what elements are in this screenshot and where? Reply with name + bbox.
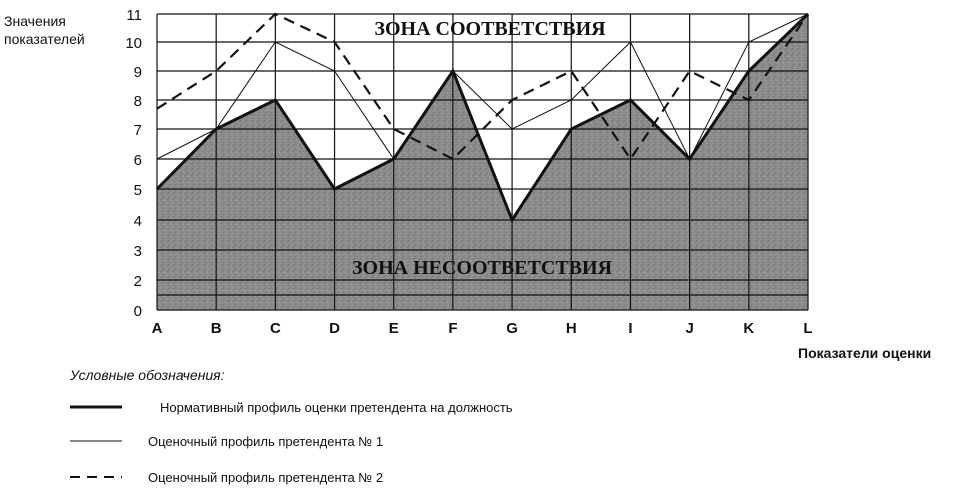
y-tick-label: 8 <box>133 93 142 110</box>
y-tick-label: 0 <box>133 303 142 320</box>
y-tick-label: 7 <box>133 122 142 139</box>
legend-label-normative: Нормативный профиль оценки претендента на должность <box>160 400 513 415</box>
y-tick-label: 10 <box>125 35 142 52</box>
x-tick-label: B <box>210 320 222 337</box>
y-tick-label: 4 <box>133 213 142 230</box>
legend-swatch-thin <box>70 432 130 452</box>
zone-lower-label: ЗОНА НЕСООТВЕТСТВИЯ <box>351 257 613 279</box>
x-tick-label: H <box>565 320 577 337</box>
x-tick-label: E <box>388 320 399 337</box>
x-tick-label: C <box>269 320 281 337</box>
y-tick-label: 5 <box>133 182 142 199</box>
zone-upper-label: ЗОНА СООТВЕТСТВИЯ <box>374 18 606 40</box>
x-axis-label: Показатели оценки <box>798 345 932 361</box>
x-tick-label: D <box>329 320 340 337</box>
x-tick-label: J <box>685 320 694 337</box>
x-tick-label: I <box>628 320 633 337</box>
legend-swatch-dashed <box>70 468 130 488</box>
legend-item-normative <box>70 398 770 418</box>
y-axis-label: Значения показателей <box>4 13 85 47</box>
legend-label-candidate-2: Оценочный профиль претендента № 2 <box>148 470 384 485</box>
legend-swatch-thick <box>70 398 130 418</box>
y-tick-label: 9 <box>133 64 142 81</box>
y-tick-label: 3 <box>133 243 142 260</box>
x-tick-label: G <box>506 320 518 337</box>
legend-item-candidate-1 <box>70 432 770 452</box>
x-tick-label: K <box>743 320 755 337</box>
x-tick-label: A <box>151 320 163 337</box>
x-tick-label: L <box>803 320 813 337</box>
y-tick-label: 11 <box>126 7 142 24</box>
y-tick-label: 2 <box>133 273 142 290</box>
x-tick-label: F <box>448 320 458 337</box>
legend-item-candidate-2 <box>70 468 770 488</box>
y-tick-label: 6 <box>133 152 142 169</box>
legend-label-candidate-1: Оценочный профиль претендента № 1 <box>148 434 384 449</box>
legend-title: Условные обозначения: <box>70 367 225 383</box>
